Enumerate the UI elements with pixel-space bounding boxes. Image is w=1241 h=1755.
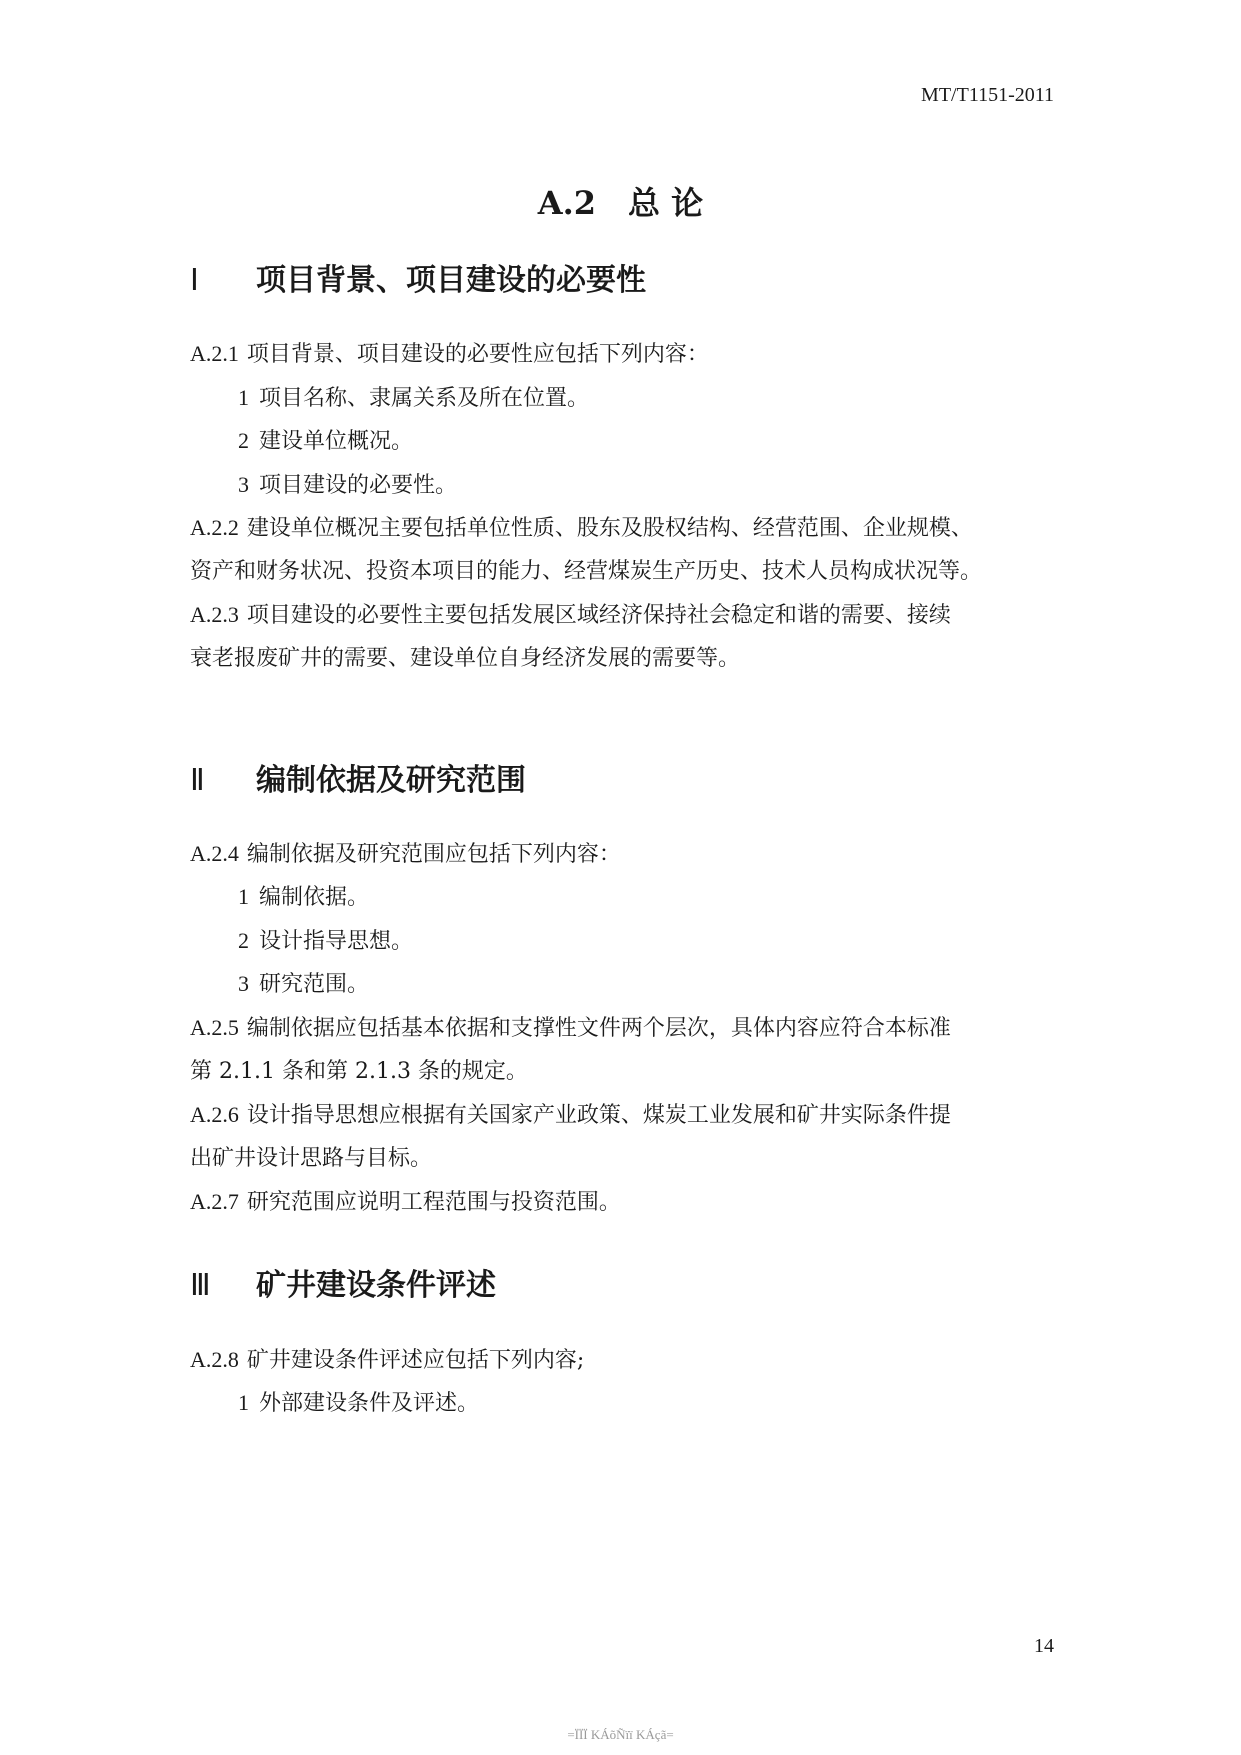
section-numeral: Ⅰ: [190, 264, 199, 297]
standard-number: MT/T1151-2011: [921, 84, 1054, 106]
section-heading-1: [190, 255, 646, 299]
clause-text: 项目建设的必要性主要包括发展区域经济保持社会稳定和谐的需要、接续: [246, 603, 951, 628]
section-heading-2: [190, 755, 526, 799]
clause-text: 矿井建设条件评述应包括下列内容;: [246, 1348, 585, 1373]
item-number: 3: [238, 472, 249, 497]
clause-a225-cont: 第 2.1.1 条和第 2.1.3 条的规定。: [190, 1059, 528, 1084]
clause-a227: [190, 1187, 621, 1218]
clause-a225: [190, 1013, 951, 1044]
section-title: 项目背景、项目建设的必要性: [256, 263, 646, 298]
item-text: 外部建设条件及评述。: [259, 1391, 480, 1416]
clause-text: 编制依据应包括基本依据和支撑性文件两个层次，具体内容应符合本标准: [246, 1016, 951, 1041]
clause-id: A.2.7: [190, 1189, 239, 1214]
clause-text: 编制依据及研究范围应包括下列内容：: [246, 842, 621, 867]
section-numeral: Ⅲ: [190, 1269, 211, 1302]
section-numeral: Ⅱ: [190, 764, 205, 797]
clause-id: A.2.6: [190, 1102, 239, 1127]
section-heading-3: [190, 1260, 496, 1304]
clause-a228: [190, 1345, 584, 1376]
clause-text: 研究范围应说明工程范围与投资范围。: [246, 1190, 621, 1215]
chapter-title: 总 论: [628, 184, 704, 222]
clause-a223: [190, 600, 951, 631]
clause-id: A.2.1: [190, 341, 239, 366]
clause-id: A.2.4: [190, 841, 239, 866]
list-item: [238, 926, 413, 957]
item-number: 1: [238, 884, 249, 909]
clause-id: A.2.5: [190, 1015, 239, 1040]
item-number: 1: [238, 385, 249, 410]
item-text: 研究范围。: [259, 972, 370, 997]
clause-a223-cont: 衰老报废矿井的需要、建设单位自身经济发展的需要等。: [190, 646, 741, 671]
list-item: [238, 470, 457, 501]
clause-id: A.2.3: [190, 602, 239, 627]
clause-id: A.2.2: [190, 515, 239, 540]
clause-a226: [190, 1100, 951, 1131]
item-text: 建设单位概况。: [259, 429, 414, 454]
clause-text: 项目背景、项目建设的必要性应包括下列内容：: [246, 342, 709, 367]
item-number: 3: [238, 971, 249, 996]
footer-watermark: =ÏÏÏ KÁõÑïï KÁçã=: [567, 1727, 674, 1742]
section-title: 编制依据及研究范围: [256, 763, 526, 798]
list-item: [238, 882, 369, 913]
chapter-number: A.2: [537, 184, 597, 222]
clause-a222-cont: 资产和财务状况、投资本项目的能力、经营煤炭生产历史、技术人员构成状况等。: [190, 559, 983, 584]
page-number: 14: [1034, 1635, 1054, 1657]
list-item: [238, 383, 589, 414]
clause-text: 建设单位概况主要包括单位性质、股东及股权结构、经营范围、企业规模、: [246, 516, 973, 541]
list-item: [238, 426, 413, 457]
item-number: 1: [238, 1390, 249, 1415]
clause-text: 设计指导思想应根据有关国家产业政策、煤炭工业发展和矿井实际条件提: [246, 1103, 951, 1128]
clause-a226-cont: 出矿井设计思路与目标。: [190, 1146, 433, 1171]
list-item: [238, 969, 369, 1000]
list-item: [238, 1388, 479, 1419]
item-number: 2: [238, 928, 249, 953]
item-text: 设计指导思想。: [259, 929, 414, 954]
item-text: 编制依据。: [259, 885, 370, 910]
item-text: 项目名称、隶属关系及所在位置。: [259, 386, 590, 411]
clause-a221: [190, 339, 709, 370]
chapter-heading: [0, 178, 1241, 224]
section-title: 矿井建设条件评述: [256, 1268, 496, 1303]
item-text: 项目建设的必要性。: [259, 473, 458, 498]
item-number: 2: [238, 428, 249, 453]
clause-a224: [190, 839, 621, 870]
clause-a222: [190, 513, 973, 544]
clause-id: A.2.8: [190, 1347, 239, 1372]
